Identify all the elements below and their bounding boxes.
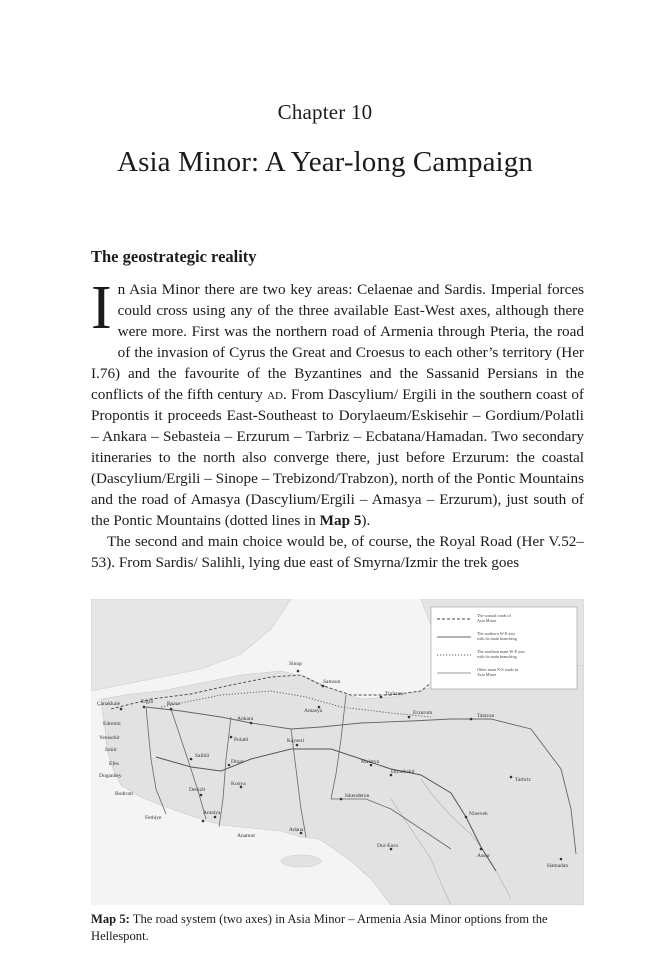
body-text xyxy=(91,274,584,573)
legend-label: with its main branching xyxy=(477,636,517,641)
place-label: Anamur xyxy=(237,833,256,839)
road-map xyxy=(91,599,584,905)
place-label: Denizli xyxy=(189,787,206,793)
place-label: Adana xyxy=(289,827,304,833)
legend-label: The coastal roads of xyxy=(477,613,511,618)
map-reference: Map 5 xyxy=(319,512,362,529)
place-label: Edremit xyxy=(103,721,121,727)
caption-text: The road system (two axes) in Asia Minor – Armenia Asia Minor options from the Hellespont. xyxy=(91,912,548,943)
map-caption xyxy=(91,911,585,945)
place-label: Ergili xyxy=(141,699,154,705)
drop-cap: I xyxy=(91,274,112,342)
legend-label: Asia Minor xyxy=(477,618,497,623)
legend-label: Asia Minor xyxy=(477,672,497,677)
place-label: Konya xyxy=(231,781,246,787)
place-label: Erzurum xyxy=(413,710,433,716)
legend-label: The southern main W-E axis xyxy=(477,649,525,654)
legend-label: Other main N-S roads in xyxy=(477,667,519,672)
section-heading: The geostrategic reality xyxy=(91,247,257,266)
place-label: Efes xyxy=(109,761,119,767)
place-label: Tarbriz xyxy=(515,777,531,783)
legend-label: with its main branching xyxy=(477,654,517,659)
place-label: Dinar xyxy=(231,759,244,765)
place-label: Hamadan xyxy=(547,863,569,869)
place-label: Polatli xyxy=(234,737,249,743)
place-label: Doganbey xyxy=(99,773,122,779)
place-label: Trabzon xyxy=(385,691,404,697)
paragraph-1-text-b: . From Dascylium/ Ergili in the southern coast of Propontis it proceeds East-Southeast to Dorylaeum/Eskisehir – Gordium/Polatli – Ankara – Sebasteia – Erzurum – Tarbriz – Ecbatana/Hamadan. Two secondary itineraries to the north also converge there, just before Erzurum: the coastal (Dascylium/Ergili – Sinope – Trebizond/Trabzon), north of the Pontic Mountains and the road of Amasya (Dascylium/Ergili – Amasya – Erzurum), just south of the Pontic Mountains (dotted lines in xyxy=(91,386,584,529)
caption-label: Map 5: xyxy=(91,912,130,926)
paragraph-1-text-a: n Asia Minor there are two key areas: Celaenae and Sardis. Imperial forces could cross using any of the three available East-West axes, although there were more. First was the northern road of Armenia through Pteria, the road of the invasion of Cyrus the Great and Croesus to each other’s territory (Her I.76) and the favourite of the Byzantines and the Sassanid Persians in the conflicts of the fifth century xyxy=(91,281,584,403)
place-label: Ankara xyxy=(237,716,254,722)
place-label: Bursa xyxy=(167,701,180,707)
road-map-drawing xyxy=(91,599,584,905)
chapter-number: Chapter 10 xyxy=(277,100,373,124)
place-label: Nineveh xyxy=(469,811,488,817)
legend-label: The northern W-E axis xyxy=(477,631,516,636)
cyprus-island xyxy=(281,855,321,867)
place-label: Fethiye xyxy=(145,815,162,821)
place-label: Kayseri xyxy=(287,738,305,744)
chapter-title: Asia Minor: A Year-long Campaign xyxy=(117,146,533,178)
place-label: Izmir xyxy=(105,747,117,753)
place-label: Tatavan xyxy=(477,713,495,719)
place-label: Antalya xyxy=(203,810,221,816)
paragraph-2: The second and main choice would be, of course, the Royal Road (Her V.52–53). From Sardis/ Salihli, lying due east of Smyrna/Izmir the trek goes xyxy=(91,533,584,571)
place-label: Samsun xyxy=(323,679,341,685)
place-label: Çanakkale xyxy=(97,701,121,707)
place-label: Malatya xyxy=(361,759,380,765)
place-label: Yenisehir xyxy=(99,735,120,741)
era-abbreviation: ad xyxy=(267,386,283,403)
place-label: Amasya xyxy=(304,708,323,714)
place-label: Assur xyxy=(477,853,490,859)
paragraph-1 xyxy=(91,274,584,531)
paragraph-1-text-c: ). xyxy=(361,512,371,529)
place-label: Sinop xyxy=(289,661,302,667)
place-label: Iskenderun xyxy=(345,793,370,799)
place-label: Bodrum xyxy=(115,791,134,797)
place-label: Salihli xyxy=(195,753,210,759)
place-label: Diyarbakir xyxy=(391,769,415,775)
place-label: Dur-Euro xyxy=(377,843,398,849)
